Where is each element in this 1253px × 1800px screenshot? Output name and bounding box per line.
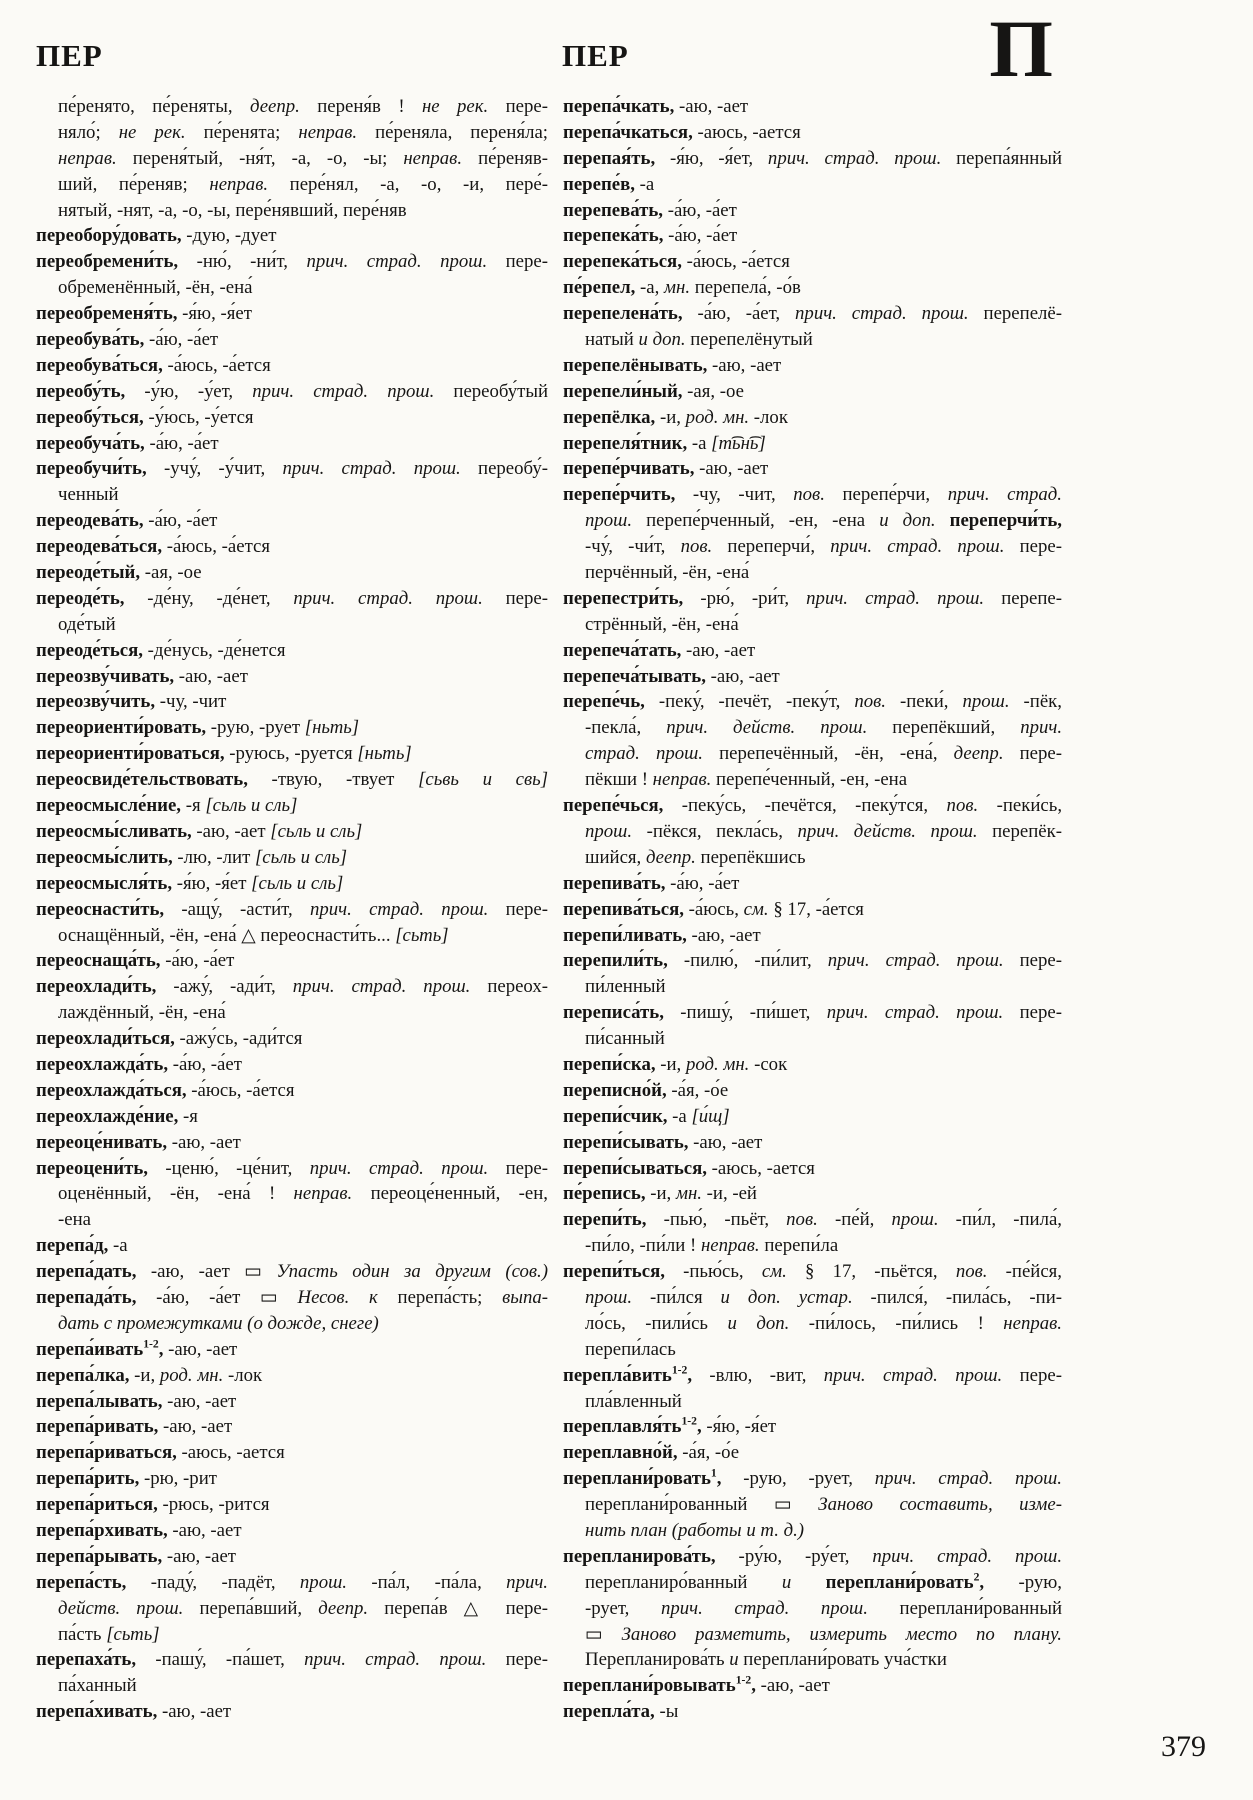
entry-line: страд. прош. перепечённый, -ён, -ена́, деепр. пере- (585, 743, 1062, 765)
entry-line: перепеча́тать, -аю, -ает (563, 639, 756, 661)
entry-line: лаждённый, -ён, -ена́ (58, 1002, 226, 1024)
running-head-left: ПЕР (36, 38, 103, 73)
entry-line: перепива́ться, -а́юсь, см. § 17, -а́ется (563, 898, 864, 920)
entry-line: перчённый, -ён, -ена́ (585, 562, 750, 584)
entry-line: обременённый, -ён, -ена́ (58, 277, 253, 299)
entry-line: перепая́ть, -я́ю, -я́ет, прич. страд. прош. перепа́янный (563, 147, 1062, 169)
entry-line: переписа́ть, -пишу́, -пи́шет, прич. страд. прош. пере- (563, 1002, 1062, 1024)
entry-line: перепи́ска, -и, род. мн. -сок (563, 1053, 788, 1075)
entry-line: пи́санный (585, 1028, 665, 1050)
entry-line: переоде́ться, -де́нусь, -де́нется (36, 639, 286, 661)
entry-line: переосвиде́тельствовать, -твую, -твует [сьвь и свь] (36, 769, 548, 791)
entry-line: переобору́довать, -дую, -дует (36, 225, 277, 247)
entry-line: перепелена́ть, -а́ю, -а́ет, прич. страд. прош. перепелё- (563, 303, 1062, 325)
entry-line: па́сть [сьть] (58, 1623, 160, 1645)
entry-line: перепа́рхивать, -аю, -ает (36, 1519, 242, 1541)
entry-line: -ена (58, 1209, 91, 1231)
entry-line: ший, пе́реняв; неправ. пере́нял, -а, -о, -и, пере́- (58, 173, 548, 195)
entry-line: перепа́д, -а (36, 1235, 128, 1257)
entry-line: натый и доп. перепелёнутый (585, 329, 813, 351)
entry-line: перепа́ивать$^{1-2}$, -аю, -ает (36, 1337, 238, 1360)
entry-line: дать с промежутками (о дожде, снеге) (58, 1312, 379, 1334)
entry-line: переохлажда́ть, -а́ю, -а́ет (36, 1053, 242, 1075)
entry-line: переобремени́ть, -ню́, -ни́т, прич. страд. прош. пере- (36, 251, 548, 273)
entry-line: перепа́риться, -рюсь, -рится (36, 1494, 270, 1516)
entry-line: переплавно́й, -а́я, -о́е (563, 1442, 740, 1464)
entry-line: -рует, прич. страд. прош. переплани́рованный (585, 1597, 1062, 1619)
entry-line: перепе́в, -а (563, 173, 655, 195)
entry-line: переписно́й, -а́я, -о́е (563, 1079, 729, 1101)
entry-line: перепека́ться, -а́юсь, -а́ется (563, 251, 790, 273)
entry-line: переохлади́ться, -ажу́сь, -ади́тся (36, 1028, 303, 1050)
entry-line: оценённый, -ён, -ена́ ! неправ. переоце́ненный, -ен, (58, 1183, 548, 1205)
entry-line: пе́ренято, пе́реняты, деепр. переня́в ! не рек. пере- (58, 96, 548, 117)
entry-line: переобува́ться, -а́юсь, -а́ется (36, 354, 271, 376)
entry-line: перепа́чкать, -аю, -ает (563, 96, 749, 117)
entry-line: переплани́рованный ▭ Заново составить, изме- (585, 1494, 1062, 1516)
entry-line: па́ханный (58, 1675, 137, 1697)
entry-line: перепева́ть, -а́ю, -а́ет (563, 199, 737, 221)
entry-line: перепа́лка, -и, род. мн. -лок (36, 1364, 263, 1386)
entry-line: переохлажда́ться, -а́юсь, -а́ется (36, 1079, 295, 1101)
entry-line: ▭ Заново разметить, измерить место по плану. (585, 1623, 1062, 1645)
entry-line: действ. прош. перепа́вший, деепр. перепа́в △ пере- (58, 1597, 548, 1619)
entry-line: няло́; не рек. пе́ренята; неправ. пе́реняла, переня́ла; (58, 121, 548, 143)
section-letter: П (989, 3, 1053, 94)
entry-line: прош. -пёкся, пекла́сь, прич. действ. прош. перепёк- (585, 820, 1062, 842)
entry-line: переозву́чивать, -аю, -ает (36, 665, 248, 687)
entry-line: перепеча́тывать, -аю, -ает (563, 665, 780, 687)
dictionary-column-left (36, 94, 548, 1725)
entry-line: переплани́ровать$^1$, -рую, -рует, прич. страд. прош. (563, 1466, 1062, 1490)
entry-line: перепа́риваться, -аюсь, -ается (36, 1442, 285, 1464)
entry-line: переохлажде́ние, -я (36, 1105, 198, 1127)
entry-line: нить план (работы и т. д.) (585, 1519, 805, 1541)
entry-line: прош. перепе́рченный, -ен, -ена и доп. переперчи́ть, (585, 510, 1062, 532)
entry-line: перепа́рывать, -аю, -ает (36, 1545, 237, 1567)
entry-line: перепёлка, -и, род. мн. -лок (563, 406, 788, 428)
entry-line: ло́сь, -пили́сь и доп. -пи́лось, -пи́лись ! неправ. (585, 1312, 1062, 1334)
entry-line: оснащённый, -ён, -ена́ △ переоснасти́ть... [сьть] (58, 924, 449, 946)
entry-line: перепи́сывать, -аю, -ает (563, 1131, 763, 1153)
entry-line: перепе́рчить, -чу, -чит, пов. перепе́рчи, прич. страд. (563, 484, 1062, 506)
running-head-middle: ПЕР (562, 38, 629, 73)
entry-line: шийся, деепр. перепёкшись (585, 846, 806, 868)
entry-line: переобременя́ть, -я́ю, -я́ет (36, 303, 252, 325)
entry-line: переохлади́ть, -ажу́, -ади́т, прич. страд. прош. переох- (36, 976, 548, 998)
dictionary-column-right (563, 94, 1062, 1725)
entry-line: оде́тый (58, 613, 116, 635)
entry-line: пла́вленный (585, 1390, 682, 1412)
entry-line: перепи́ть, -пью́, -пьёт, пов. -пе́й, прош. -пи́л, -пила́, (563, 1209, 1062, 1231)
entry-line: переосмысле́ние, -я [сьль и сль] (36, 795, 298, 817)
entry-line: перепи́ливать, -аю, -ает (563, 924, 761, 946)
entry-line: переобучи́ть, -учу́, -у́чит, прич. страд. прош. переобу́- (36, 458, 548, 480)
entry-line: Перепланирова́ть и переплани́ровать уча́стки (585, 1649, 947, 1671)
entry-line: перепи́сываться, -аюсь, -ается (563, 1157, 815, 1179)
entry-line: перепека́ть, -а́ю, -а́ет (563, 225, 738, 247)
entry-line: переодева́ться, -а́юсь, -а́ется (36, 536, 270, 558)
entry-line: перепланирова́ть, -ру́ю, -ру́ет, прич. страд. прош. (563, 1545, 1062, 1567)
entry-line: переозву́чить, -чу, -чит (36, 691, 227, 713)
entry-line: перепили́ть, -пилю́, -пи́лит, прич. страд. прош. пере- (563, 950, 1062, 972)
entry-line: переориенти́ровать, -рую, -рует [ньть] (36, 717, 360, 739)
entry-line: -пи́ло, -пи́ли ! неправ. перепи́ла (585, 1235, 839, 1257)
entry-line: перепелёнывать, -аю, -ает (563, 354, 782, 376)
entry-line: переплани́ровывать$^{1-2}$, -аю, -ает (563, 1674, 830, 1697)
entry-line: перепла́та, -ы (563, 1701, 679, 1723)
page-number: 379 (1161, 1730, 1206, 1763)
entry-line: переодева́ть, -а́ю, -а́ет (36, 510, 218, 532)
entry-line: нятый, -нят, -а, -о, -ы, пере́нявший, пере́няв (58, 199, 407, 221)
entry-line: $переплавля́ть^{1-2}$, -я́ю, -я́ет (563, 1415, 777, 1438)
entry-line: пе́репись, -и, мн. -и, -ей (563, 1183, 757, 1205)
entry-line: перепеля́тник, -а [т͡ьн͡ь] (563, 432, 766, 454)
entry-line: перепи́счик, -а [и́щ] (563, 1105, 730, 1127)
entry-line: перепа́дать, -аю, -ает ▭ Упасть один за другим (сов.) (36, 1261, 548, 1283)
entry-line: переоде́тый, -ая, -ое (36, 562, 202, 584)
entry-line: переориенти́роваться, -руюсь, -руется [ньть] (36, 743, 412, 765)
entry-line: пе́репел, -а, мн. перепела́, -о́в (563, 277, 801, 299)
entry-line: стрённый, -ён, -ена́ (585, 613, 739, 635)
entry-line: перепестри́ть, -рю́, -ри́т, прич. страд. прош. перепе- (563, 587, 1062, 609)
entry-line: перепа́хивать, -аю, -ает (36, 1701, 232, 1723)
entry-line: перепаха́ть, -пашу́, -па́шет, прич. страд. прош. пере- (36, 1649, 548, 1671)
entry-line: переосмы́сливать, -аю, -ает [сьль и сль] (36, 820, 363, 842)
entry-line: перепа́чкаться, -аюсь, -ается (563, 121, 801, 143)
entry-line: переобу́ться, -у́юсь, -у́ется (36, 406, 254, 428)
entry-line: перепа́сть, -паду́, -падёт, прош. -па́л, -па́ла, прич. (36, 1571, 548, 1593)
entry-line: перепланиро́ванный и переплани́ровать$^2$, -рую, (585, 1570, 1062, 1593)
entry-line: перепе́рчивать, -аю, -ает (563, 458, 769, 480)
entry-line: пёкши ! неправ. перепе́ченный, -ен, -ена (585, 769, 908, 791)
entry-line: перепада́ть, -а́ю, -а́ет ▭ Несов. к перепа́сть; выпа- (36, 1286, 548, 1308)
entry-line: переоснаща́ть, -а́ю, -а́ет (36, 950, 235, 972)
entry-line: прош. -пи́лся и доп. устар. -пился́, -пила́сь, -пи- (585, 1286, 1062, 1308)
entry-line: переоснасти́ть, -ащу́, -асти́т, прич. страд. прош. пере- (36, 898, 548, 920)
entry-line: переобуча́ть, -а́ю, -а́ет (36, 432, 219, 454)
entry-line: перепива́ть, -а́ю, -а́ет (563, 872, 740, 894)
entry-line: переосмы́слить, -лю, -лит [сьль и сль] (36, 846, 348, 868)
entry-line: -чу́, -чи́т, пов. переперчи́, прич. страд. прош. пере- (585, 536, 1062, 558)
entry-line: переобува́ть, -а́ю, -а́ет (36, 329, 219, 351)
entry-line: перепа́ривать, -аю, -ает (36, 1416, 233, 1438)
entry-line: переосмысля́ть, -я́ю, -я́ет [сьль и сль] (36, 872, 344, 894)
entry-line: перепи́лась (585, 1338, 676, 1360)
entry-line: перепе́чься, -пеку́сь, -печётся, -пеку́тся, пов. -пеки́сь, (563, 795, 1062, 817)
entry-line: перепа́лывать, -аю, -ает (36, 1390, 237, 1412)
entry-line: перепи́ться, -пью́сь, см. § 17, -пьётся, пов. -пе́йся, (563, 1261, 1062, 1283)
entry-line: переоцени́ть, -ценю́, -це́нит, прич. страд. прош. пере- (36, 1157, 548, 1179)
entry-line: переоде́ть, -де́ну, -де́нет, прич. страд. прош. пере- (36, 587, 548, 609)
entry-line: неправ. переня́тый, -ня́т, -а, -о, -ы; неправ. пе́реняв- (58, 147, 548, 169)
entry-line: ченный (58, 484, 119, 506)
entry-line: перепели́ный, -ая, -ое (563, 380, 744, 402)
entry-line: перепе́чь, -пеку́, -печёт, -пеку́т, пов. -пеки́, прош. -пёк, (563, 691, 1062, 713)
entry-line: переобу́ть, -у́ю, -у́ет, прич. страд. прош. переобу́тый (36, 380, 548, 402)
entry-line: -пекла́, прич. действ. прош. перепёкший, прич. (585, 717, 1062, 739)
entry-line: переоце́нивать, -аю, -ает (36, 1131, 241, 1153)
entry-line: перепа́рить, -рю, -рит (36, 1468, 217, 1490)
entry-line: пи́ленный (585, 976, 666, 998)
entry-line: перепла́вить$^{1-2}$, -влю, -вит, прич. страд. прош. пере- (563, 1363, 1062, 1386)
